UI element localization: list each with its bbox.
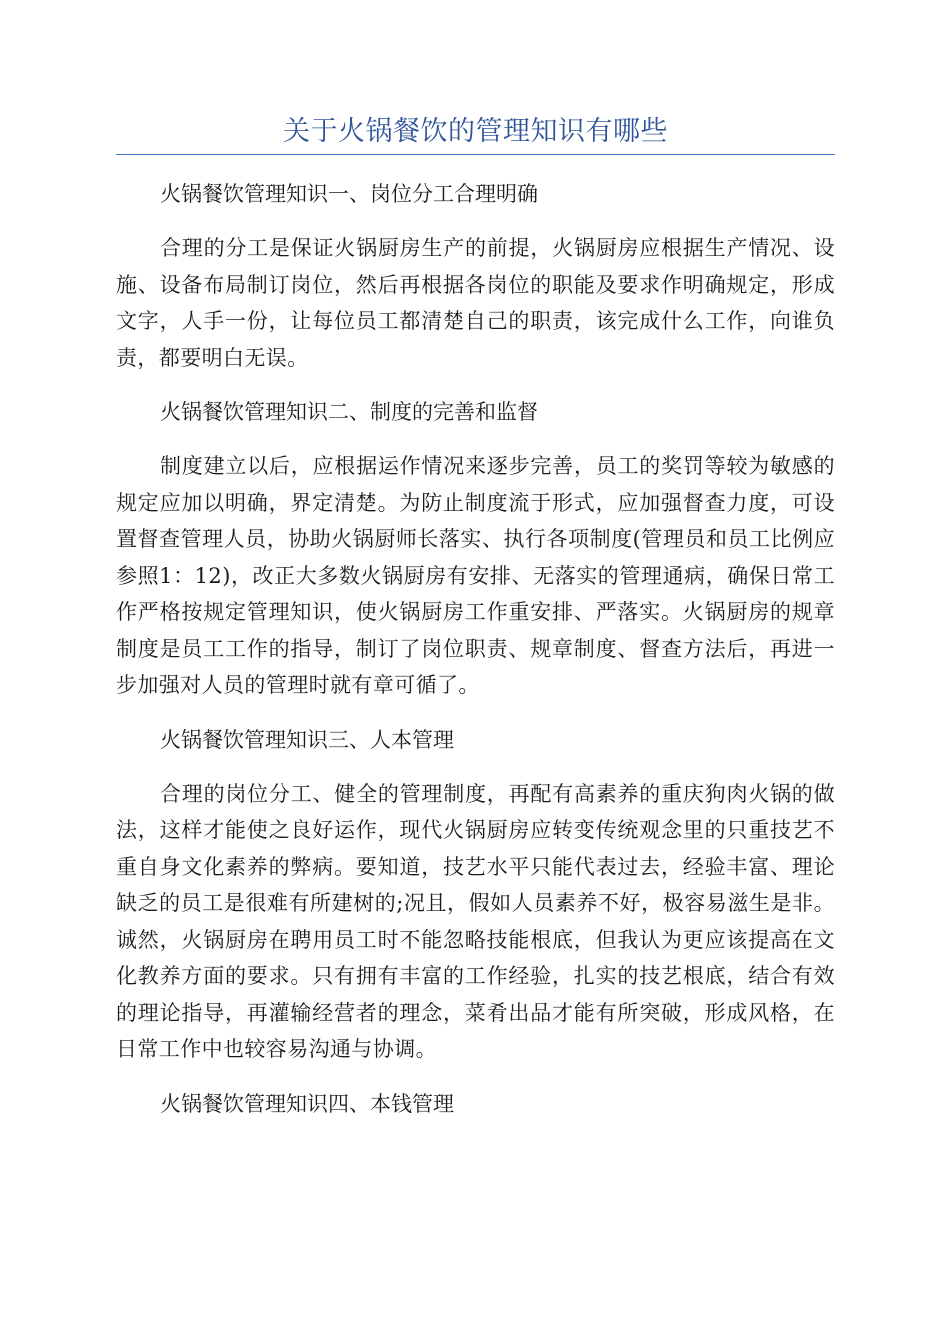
section-paragraph-1: 合理的分工是保证火锅厨房生产的前提，火锅厨房应根据生产情况、设施、设备布局制订岗位，然后再根据各岗位的职能及要求作明确规定，形成文字，人手一份，让每位员工都清楚自己的职责，该完成什么工作，向谁负责，都要明白无误。 xyxy=(116,236,835,370)
section-heading-3: 火锅餐饮管理知识三、人本管理 xyxy=(160,727,454,752)
section-heading-4: 火锅餐饮管理知识四、本钱管理 xyxy=(160,1091,454,1116)
title-underline xyxy=(116,154,835,155)
section-paragraph-3: 合理的岗位分工、健全的管理制度，再配有高素养的重庆狗肉火锅的做法，这样才能使之良好运作，现代火锅厨房应转变传统观念里的只重技艺不重自身文化素养的弊病。要知道，技艺水平只能代表过去，经验丰富、理论缺乏的员工是很难有所建树的;况且，假如人员素养不好，极容易滋生是非。诚然，火锅厨房在聘用员工时不能忽略技能根底，但我认为更应该提高在文化教养方面的要求。只有拥有丰富的工作经验，扎实的技艺根底，结合有效的理论指导，再灌输经营者的理念，菜肴出品才能有所突破，形成风格，在日常工作中也较容易沟通与协调。 xyxy=(116,781,835,1061)
document-title: 关于火锅餐饮的管理知识有哪些 xyxy=(283,116,668,147)
section-heading-1: 火锅餐饮管理知识一、岗位分工合理明确 xyxy=(160,182,538,206)
section-paragraph-2: 制度建立以后，应根据运作情况来逐步完善，员工的奖罚等较为敏感的规定应加以明确，界定清楚。为防止制度流于形式，应加强督查力度，可设置督查管理人员，协助火锅厨师长落实、执行各项制度(管理员和员工比例应参照1：12)，改正大多数火锅厨房有安排、无落实的管理通病，确保日常工作严格按规定管理知识，使火锅厨房工作重安排、严落实。火锅厨房的规章制度是员工工作的指导，制订了岗位职责、规章制度、督查方法后，再进一步加强对人员的管理时就有章可循了。 xyxy=(116,454,835,697)
document-body xyxy=(116,176,835,1140)
section-heading-2: 火锅餐饮管理知识二、制度的完善和监督 xyxy=(160,400,538,424)
